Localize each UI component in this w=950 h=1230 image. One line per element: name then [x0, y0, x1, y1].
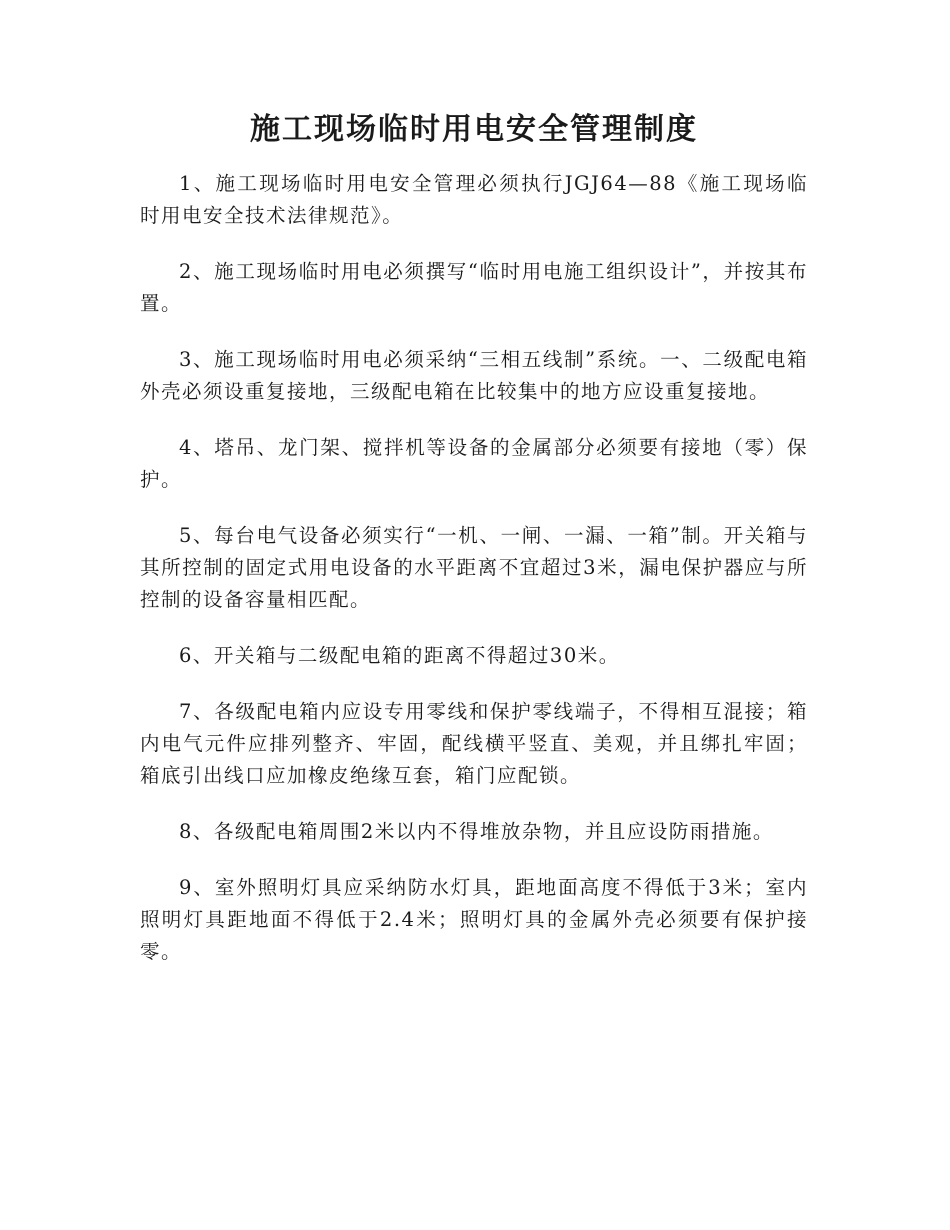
- paragraph-9: 9、室外照明灯具应采纳防水灯具，距地面高度不得低于3米；室内照明灯具距地面不得低于2.4米；照明灯具的金属外壳必须要有保护接零。: [140, 876, 808, 963]
- paragraph-6: 6、开关箱与二级配电箱的距离不得超过30米。: [179, 644, 620, 667]
- paragraph-1: 1、施工现场临时用电安全管理必须执行JGJ64—88《施工现场临时用电安全技术法律规范》。: [140, 172, 808, 227]
- paragraph-5: 5、每台电气设备必须实行“一机、一闸、一漏、一箱”制。开关箱与其所控制的固定式用电设备的水平距离不宜超过3米，漏电保护器应与所控制的设备容量相匹配。: [140, 524, 808, 611]
- paragraph-8: 8、各级配电箱周围2米以内不得堆放杂物，并且应设防雨措施。: [179, 820, 774, 843]
- paragraph-4: 4、塔吊、龙门架、搅拌机等设备的金属部分必须要有接地（零）保护。: [140, 436, 808, 491]
- paragraph-3: 3、施工现场临时用电必须采纳“三相五线制”系统。一、二级配电箱外壳必须设重复接地，三级配电箱在比较集中的地方应设重复接地。: [140, 348, 808, 403]
- document-page: [140, 108, 808, 992]
- paragraph-2: 2、施工现场临时用电必须撰写“临时用电施工组织设计”，并按其布置。: [140, 260, 808, 315]
- paragraph-7: 7、各级配电箱内应设专用零线和保护零线端子，不得相互混接；箱内电气元件应排列整齐、牢固，配线横平竖直、美观，并且绑扎牢固；箱底引出线口应加橡皮绝缘互套，箱门应配锁。: [140, 700, 808, 787]
- document-title: 施工现场临时用电安全管理制度: [250, 112, 698, 147]
